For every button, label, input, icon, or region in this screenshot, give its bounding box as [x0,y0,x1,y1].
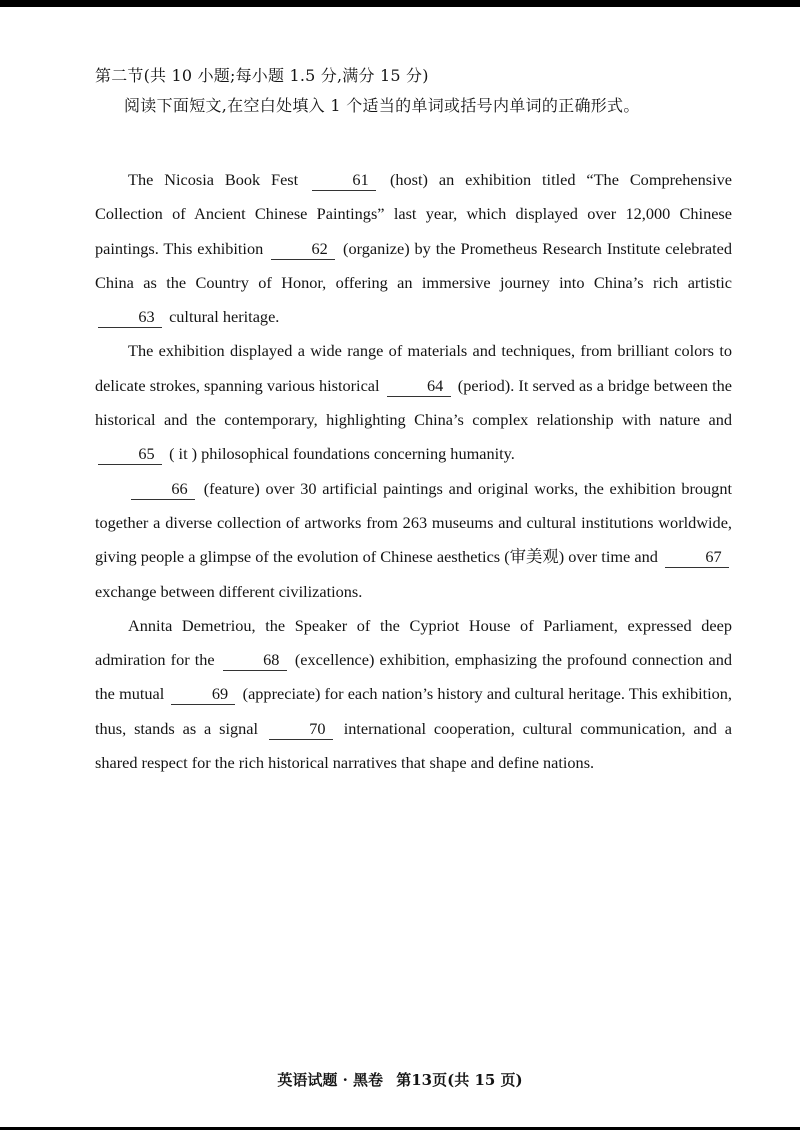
passage-text: (organize) by the Prometheus Research Institute celebrated China as the Country of Honor, offering an immersive journey into China’s rich artistic [95,238,732,292]
passage-text: Annita Demetriou, the Speaker of the Cypriot House of Parliament, expressed deep admiration for the [95,615,732,670]
answer-blank-61[interactable]: 61 [312,170,376,191]
section-title: 第二节(共 10 小题;每小题 1.5 分,满分 15 分) [95,66,429,85]
footer-page-number: 第13页(共 15 页) [396,1071,523,1089]
answer-blank-62[interactable]: 62 [271,239,335,260]
answer-blank-68[interactable]: 68 [223,650,287,671]
passage-text: (excellence) exhibition, emphasizing the profound connection and the mutual [95,650,733,704]
passage-text: cultural heritage. [165,307,280,327]
passage-text: (appreciate) for each nation’s history and cultural heritage. This exhibition, thus, stands as a signal [95,684,733,738]
answer-blank-70[interactable]: 70 [269,719,333,740]
answer-blank-69[interactable]: 69 [171,684,235,705]
answer-blank-66[interactable]: 66 [131,479,195,500]
passage-text: exchange between different civilizations. [95,581,363,601]
passage-text: The Nicosia Book Fest [128,170,310,189]
answer-blank-65[interactable]: 65 [98,444,162,465]
passage-text: ( it ) philosophical foundations concerning humanity. [165,444,515,464]
answer-blank-64[interactable]: 64 [387,376,451,397]
cloze-passage [95,163,732,780]
passage-text: (feature) over 30 artificial paintings and original works, the exhibition brougnt together a diverse collection of artworks from 263 museums and cultural institutions worldwide, giving people a glimpse of the evolution of Chinese aesthetics (审美观) over time and [95,478,732,567]
answer-blank-63[interactable]: 63 [98,307,162,328]
top-scan-border [0,0,800,7]
passage-text: (period). It served as a bridge between the historical and the contemporary, highlighting China’s complex relationship with nature and [95,375,733,430]
passage-paragraph [95,472,732,609]
passage-paragraph [95,609,732,780]
passage-text: international cooperation, cultural communication, and a shared respect for the rich historical narratives that shape and define nations. [95,718,732,773]
passage-paragraph [95,334,732,471]
passage-paragraph [95,163,732,334]
page-footer [0,1069,800,1090]
passage-text: The exhibition displayed a wide range of materials and techniques, from brilliant colors to delicate strokes, spanning various historical [95,341,732,395]
footer-subject: 英语试题 · 黑卷 [277,1071,384,1089]
instruction-text: 阅读下面短文,在空白处填入 1 个适当的单词或括号内单词的正确形式。 [124,96,640,115]
answer-blank-67[interactable]: 67 [665,547,729,568]
passage-text: (host) an exhibition titled “The Comprehensive Collection of Ancient Chinese Paintings” last year, which displayed over 12,000 Chinese paintings. This exhibition [95,170,733,258]
